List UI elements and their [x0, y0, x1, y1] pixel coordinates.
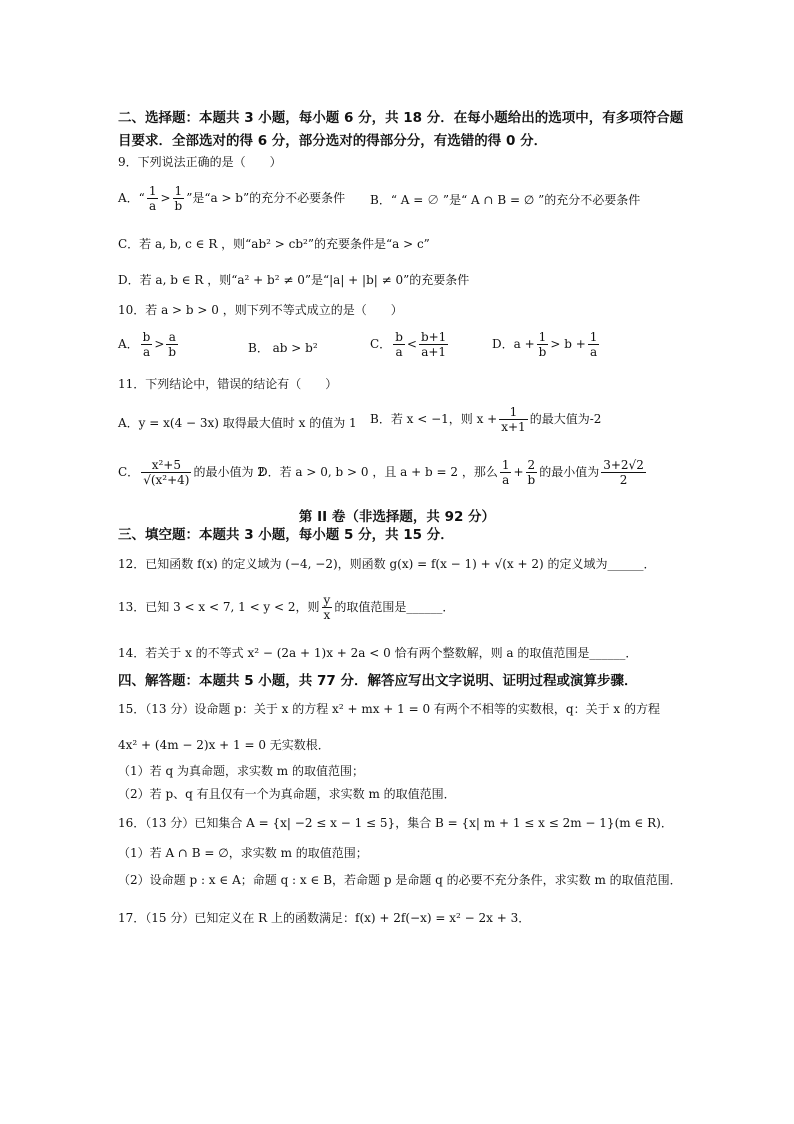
q13: 13．已知 3 < x < 7, 1 < y < 2，则 $\frac{y}{x}$ 的取值范围是______． — [118, 593, 455, 622]
q10-option-c: C． $\frac{b}{a}$ < $\frac{b+1}{a+1}$ — [370, 330, 447, 359]
q10-option-b: B． ab > b² — [248, 341, 318, 355]
q15-line1: 15．（13 分）设命题 p：关于 x 的方程 x² + mx + 1 = 0 有两个不相等的实数根，q：关于 x 的方程 — [118, 702, 661, 716]
q9-stem: 9．下列说法正确的是（ ） — [118, 155, 282, 169]
q9-option-a: A．“ $\frac{1}{a}$ > $\frac{1}{b}$ ”是“a > b”的充分不必要条件 — [118, 184, 346, 213]
q11-option-a: A．y = x(4 − 3x) 取得最大值时 x 的值为 1 — [118, 416, 357, 430]
q10-option-d: D．a + $\frac{1}{b}$ > b + $\frac{1}{a}$ — [492, 330, 598, 359]
q10-option-a: A． $\frac{b}{a}$ > $\frac{a}{b}$ — [118, 330, 177, 359]
q16-line1: 16．（13 分）已知集合 A = {x| −2 ≤ x − 1 ≤ 5}，集合 B = {x| m + 1 ≤ x ≤ 2m − 1}(m ∈ R)． — [118, 816, 673, 830]
q10-stem: 10．若 a > b > 0 ，则下列不等式成立的是（ ） — [118, 303, 403, 317]
q16-part1: （1）若 A ∩ B = ∅，求实数 m 的取值范围； — [118, 846, 368, 860]
q15-part1: （1）若 q 为真命题，求实数 m 的取值范围； — [118, 764, 364, 778]
section2-heading-line1: 二、选择题：本题共 3 小题，每小题 6 分，共 18 分．在每小题给出的选项中，有多项符合题 — [118, 110, 684, 126]
q17: 17．（15 分）已知定义在 R 上的函数满足：f(x) + 2f(−x) = x² − 2x + 3． — [118, 911, 531, 925]
fraction-1-over-b: $\frac{1}{b}$ — [174, 184, 183, 213]
q15-line2: 4x² + (4m − 2)x + 1 = 0 无实数根． — [118, 738, 330, 752]
q9-option-d: D．若 a, b ∈ R ，则“a² + b² ≠ 0”是“|a| + |b| ≠ 0”的充要条件 — [118, 273, 470, 287]
q11-option-b: B．若 x < −1，则 x + $\frac{1}{x+1}$ 的最大值为-2 — [370, 405, 602, 434]
q11-stem: 11．下列结论中，错误的结论有（ ） — [118, 377, 338, 391]
q11-option-c: C． $\frac{\text{x²+5}}{\text{√(x²+4)}}$ 的最小值为 2 — [118, 458, 265, 487]
q9-option-b: B．“ A = ∅ ”是“ A ∩ B = ∅ ”的充分不必要条件 — [370, 193, 641, 207]
fraction-1-over-a: $\frac{1}{a}$ — [148, 184, 157, 213]
part2-title: 第 II 卷（非选择题，共 92 分） — [298, 509, 496, 525]
q12: 12．已知函数 f(x) 的定义域为 (−4, −2)，则函数 g(x) = f(x − 1) + √(x + 2) 的定义域为______． — [118, 557, 656, 571]
section2-heading-line2: 目要求．全部选对的得 6 分，部分选对的得部分分，有选错的得 0 分． — [118, 133, 548, 149]
section4-heading: 四、解答题：本题共 5 小题，共 77 分．解答应写出文字说明、证明过程或演算步骤． — [118, 673, 638, 689]
section3-heading: 三、填空题：本题共 3 小题，每小题 5 分，共 15 分． — [118, 527, 454, 543]
q16-part2: （2）设命题 p : x ∈ A；命题 q : x ∈ B，若命题 p 是命题 q 的必要不充分条件，求实数 m 的取值范围． — [118, 873, 682, 887]
q11-option-d: D．若 a > 0, b > 0 ，且 a + b = 2 ，那么 $\frac{1}{a}$ + $\frac{2}{b}$ 的最小值为 $\frac{3+2√2}{2}$ — [258, 458, 644, 487]
q9-option-c: C．若 a, b, c ∈ R ，则“ab² > cb²”的充要条件是“a > c” — [118, 237, 430, 251]
q14: 14．若关于 x 的不等式 x² − (2a + 1)x + 2a < 0 恰有两个整数解，则 a 的取值范围是______． — [118, 646, 638, 660]
q15-part2: （2）若 p、q 有且仅有一个为真命题，求实数 m 的取值范围． — [118, 787, 456, 801]
